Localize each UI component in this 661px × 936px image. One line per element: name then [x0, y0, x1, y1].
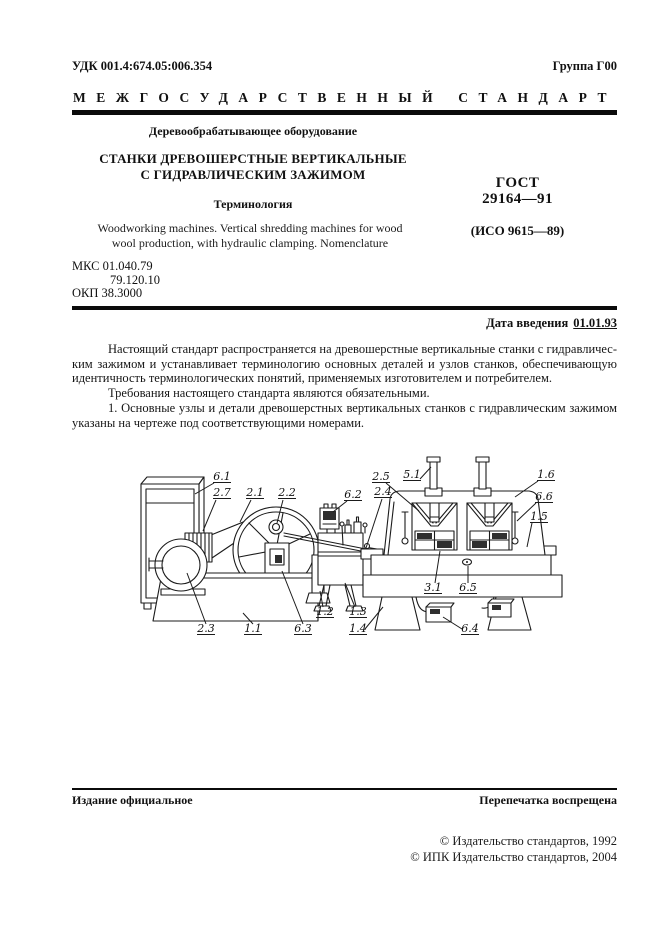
body-paragraphs [72, 342, 617, 430]
machine-base [375, 597, 531, 630]
figure-callout-2.7 [203, 486, 231, 531]
equipment-category: Деревообрабатывающее оборудование [148, 124, 358, 138]
machine-figure [99, 455, 583, 641]
udk-code: УДК 001.4:674.05:006.354 [72, 59, 213, 73]
figure-callout-label: 2.7 [213, 486, 231, 499]
body-line: ким зажимом и устанавливает терминологию основных деталей и узлов станков, обеспечивающую [72, 356, 617, 371]
reprint-prohibited-note: Перепечатка воспрещена [479, 793, 617, 807]
effective-date-value: 01.01.93 [573, 316, 617, 330]
copyright-line1: © Издательство стандартов, 1992 [439, 834, 617, 848]
figure-callout-label: 2.5 [372, 470, 390, 483]
standard-type-heading [73, 90, 617, 106]
okp-code: ОКП 38.3000 [72, 286, 143, 300]
group-code: Группа Г00 [552, 59, 617, 73]
official-edition-note: Издание официальное [72, 793, 193, 807]
gost-number: 29164—91 [482, 191, 553, 207]
title-english-line2: wool production, with hydraulic clamping. Nomenclature [111, 235, 389, 250]
section-rule [72, 306, 617, 310]
document-subtitle: Терминология [213, 197, 293, 211]
effective-date [72, 316, 617, 331]
figure-callout-label: 6.3 [294, 622, 312, 635]
document-title-english [85, 221, 415, 250]
figure-callout-label: 1.6 [537, 468, 555, 481]
figure-callout-label: 6.1 [213, 470, 231, 483]
footer-rule [72, 788, 617, 790]
iso-reference: (ИСО 9615—89) [470, 223, 565, 238]
figure-callout-label: 2.2 [278, 486, 296, 499]
figure-callout-label: 5.1 [403, 468, 421, 481]
figure-callout-label: 1.2 [316, 605, 334, 618]
classification-codes [72, 260, 160, 301]
standard-type-word2: СТАНДАРТ [458, 90, 617, 105]
hydraulic-cylinders [425, 457, 491, 496]
machine-body [384, 491, 545, 555]
body-line: указаны на чертеже под соответствующими номерами. [72, 415, 365, 430]
figure-callout-5.1 [403, 467, 431, 481]
figure-callout-label: 1.3 [349, 605, 367, 618]
copyright-block [200, 834, 617, 865]
standard-type-word1: МЕЖГОСУДАРСТВЕННЫЙ [73, 90, 444, 105]
figure-callout-label: 2.3 [197, 622, 215, 635]
document-title-line1: СТАНКИ ДРЕВОШЕРСТНЫЕ ВЕРТИКАЛЬНЫЕ [99, 151, 407, 166]
document-title [72, 151, 434, 182]
gost-label: ГОСТ [495, 175, 540, 191]
copyright-line2: © ИПК Издательство стандартов, 2004 [410, 849, 617, 864]
figure-callout-label: 6.4 [461, 622, 479, 635]
figure-callout-label: 1.5 [530, 510, 548, 523]
figure-callout-label: 1.1 [244, 622, 262, 635]
body-line: идентичность терминологических понятий, применяемых изготовителем и потребителем. [72, 371, 553, 386]
figure-callout-label: 1.4 [349, 622, 367, 635]
meta-row [72, 59, 617, 74]
body-line: Настоящий стандарт распространяется на древошерстные вертикальные станки с гидравличес- [108, 342, 617, 356]
mks-code-line1: МКС 01.040.79 [72, 259, 153, 273]
figure-callout-label: 3.1 [424, 581, 442, 594]
figure-callout-label: 6.5 [459, 581, 477, 594]
effective-date-label: Дата введения [486, 316, 569, 330]
figure-callout-label: 6.6 [535, 490, 553, 503]
mks-code-line2: 79.120.10 [110, 272, 160, 287]
body-line: Требования настоящего стандарта являются обязательными. [108, 386, 430, 401]
hydraulic-table [314, 504, 367, 611]
body-line: 1. Основные узлы и детали древошерстных вертикальных станков с гидравлическим зажимом [108, 400, 617, 415]
figure-callout-label: 2.1 [246, 486, 264, 499]
document-title-line2: С ГИДРАВЛИЧЕСКИМ ЗАЖИМОМ [140, 166, 366, 182]
figure-callout-label: 6.2 [344, 488, 362, 501]
title-english-line1: Woodworking machines. Vertical shredding machines for wood [97, 221, 403, 235]
figure-callout-6.2 [333, 488, 362, 512]
figure-callout-label: 2.4 [374, 485, 392, 498]
gost-designation [430, 175, 605, 207]
header-rule [72, 110, 617, 115]
footer-row [72, 793, 617, 808]
